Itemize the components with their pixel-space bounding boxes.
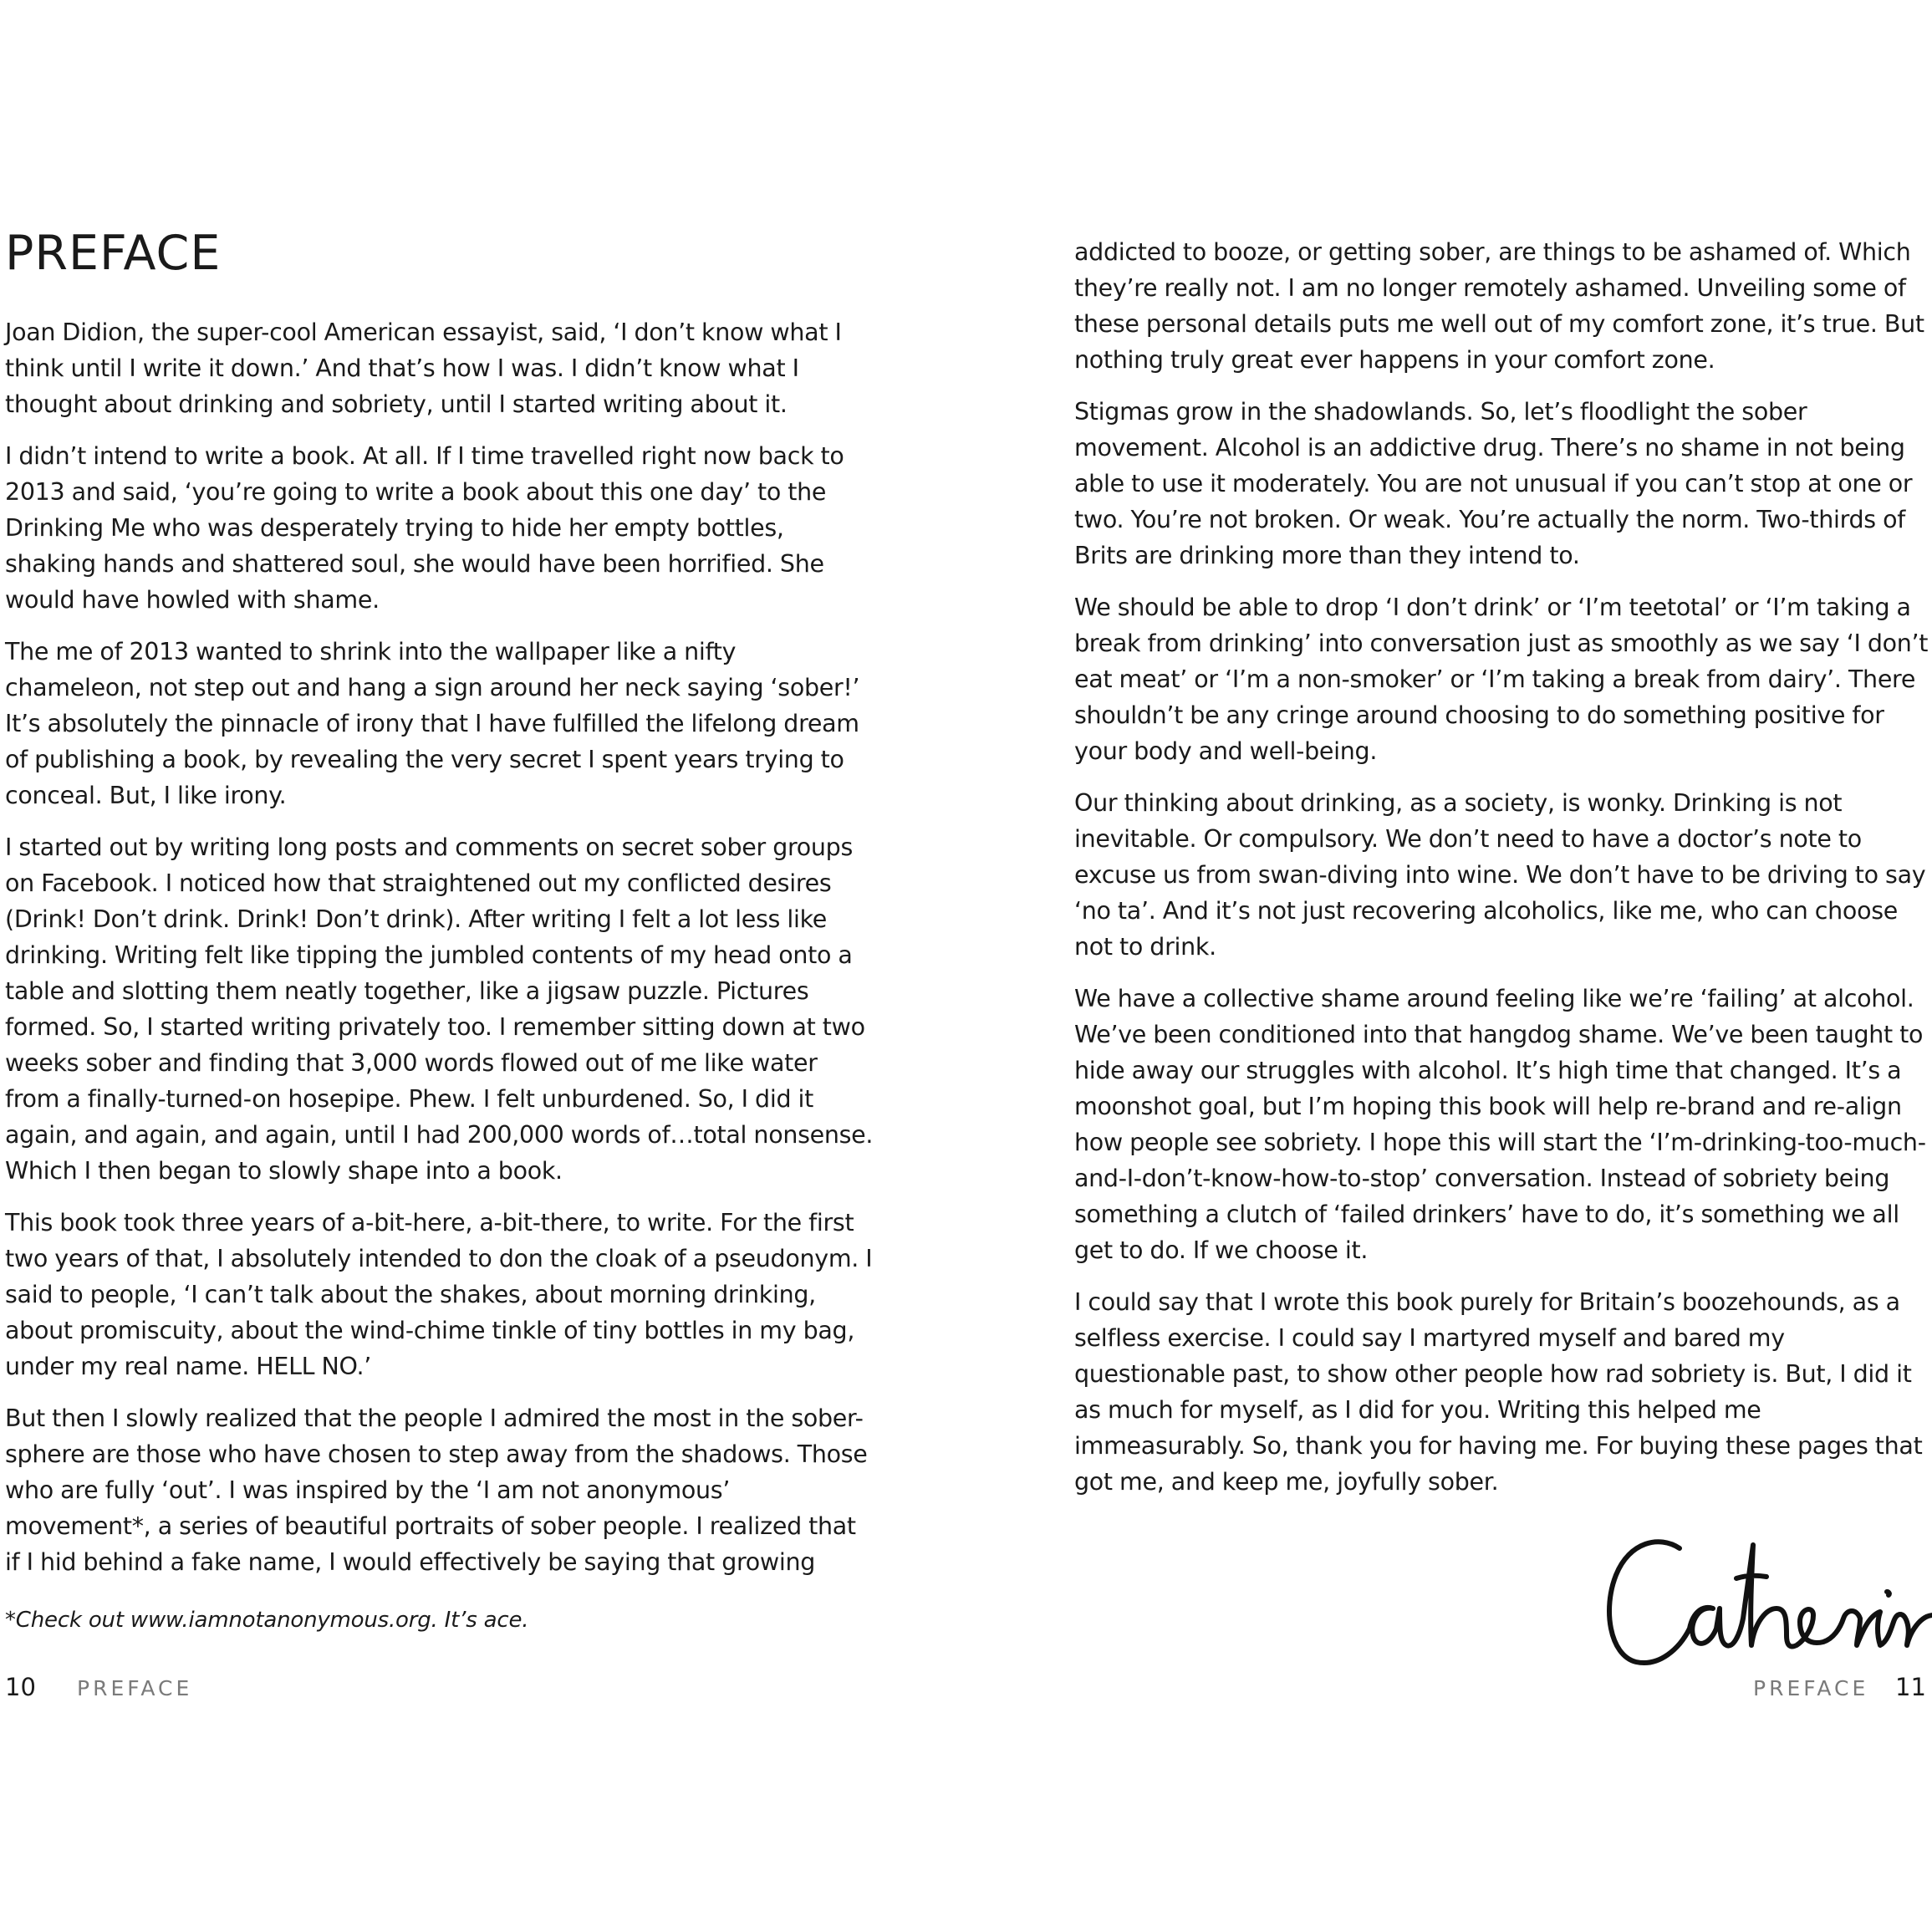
paragraph: This book took three years of a-bit-here, a-bit-there, to write. For the first two years of that, I absolutely intended to don the cloak of a pseudonym. I said to people, ‘I can’t talk about the shakes, about morning drinking, about promiscuity, about the wind-chime tinkle of tiny bottles in my bag, under my real name. HELL NO.’ bbox=[5, 1209, 873, 1380]
paragraph: addicted to booze, or getting sober, are things to be ashamed of. Which they’re really not. I am no longer remotely ashamed. Unveiling some of these personal details puts me well out of my comfort zone, it’s true. But nothing truly great ever happens in your comfort zone. bbox=[1074, 238, 1924, 374]
paragraph: I didn’t intend to write a book. At all. If I time travelled right now back to 2013 and said, ‘you’re going to write a book about this one day’ to the Drinking Me who was desperately trying to hide her empty bottles, shaking hands and shattered soul, she would have been horrified. She would have howled with shame. bbox=[5, 442, 844, 614]
paragraph: Stigmas grow in the shadowlands. So, let’s floodlight the sober movement. Alcohol is an addictive drug. There’s no shame in not being able to use it moderately. You are not unusual if you can’t stop at one or two. You’re not broken. Or weak. You’re actually the norm. Two-thirds of Brits are drinking more than they intend to. bbox=[1074, 398, 1913, 569]
right-text-column bbox=[1074, 234, 1932, 1516]
page-number: 10 bbox=[5, 1673, 36, 1701]
paragraph: We have a collective shame around feeling like we’re ‘failing’ at alcohol. We’ve been conditioned into that hangdog shame. We’ve been taught to hide away our struggles with alcohol. It’s high time that changed. It’s a moonshot goal, but I’m hoping this book will help re-brand and re-align how people see sobriety. I hope this will start the ‘I’m-drinking-too-much-and-I-don’t-know-how-to-stop’ conversation. Instead of sobriety being something a clutch of ‘failed drinkers’ have to do, it’s something we all get to do. If we choose it. bbox=[1074, 985, 1926, 1264]
paragraph: We should be able to drop ‘I don’t drink’ or ‘I’m teetotal’ or ‘I’m taking a break from drinking’ into conversation just as smoothly as we say ‘I don’t eat meat’ or ‘I’m a non-smoker’ or ‘I’m taking a break from dairy’. There shouldn’t be any cringe around choosing to do something positive for your body and well-being. bbox=[1074, 594, 1929, 765]
page-number: 11 bbox=[1895, 1673, 1926, 1701]
paragraph: But then I slowly realized that the people I admired the most in the sober-sphere are those who have chosen to step away from the shadows. Those who are fully ‘out’. I was inspired by the ‘I am not anonymous’ movement*, a series of beautiful portraits of sober people. I realized that if I hid behind a fake name, I would effectively be saying that growing bbox=[5, 1404, 868, 1576]
running-head: PREFACE bbox=[1753, 1676, 1869, 1700]
paragraph: I could say that I wrote this book purely for Britain’s boozehounds, as a selfless exercise. I could say I martyred myself and bared my questionable past, to show other people how rad sobriety is. But, I did it as much for myself, as I did for you. Writing this helped me immeasurably. So, thank you for having me. For buying these pages that got me, and keep me, joyfully sober. bbox=[1074, 1288, 1923, 1496]
running-head: PREFACE bbox=[77, 1676, 193, 1700]
paragraph: Joan Didion, the super-cool American essayist, said, ‘I don’t know what I think until I write it down.’ And that’s how I was. I didn’t know what I thought about drinking and sobriety, until I started writing about it. bbox=[5, 319, 842, 418]
paragraph: Our thinking about drinking, as a society, is wonky. Drinking is not inevitable. Or compulsory. We don’t need to have a doctor’s note to excuse us from swan-diving into wine. We don’t have to be driving to say ‘no ta’. And it’s not just recovering alcoholics, like me, who can choose not to drink. bbox=[1074, 789, 1926, 961]
page-title: PREFACE bbox=[5, 226, 222, 281]
paragraph: The me of 2013 wanted to shrink into the wallpaper like a nifty chameleon, not step out and hang a sign around her neck saying ‘sober!’ It’s absolutely the pinnacle of irony that I have fulfilled the lifelong dream of publishing a book, by revealing the very secret I spent years trying to conceal. But, I like irony. bbox=[5, 638, 860, 809]
left-text-column bbox=[5, 314, 874, 1596]
paragraph: I started out by writing long posts and comments on secret sober groups on Facebook. I noticed how that straightened out my conflicted desires (Drink! Don’t drink. Drink! Don’t drink). After writing I felt a lot less like drinking. Writing felt like tipping the jumbled contents of my head onto a table and slotting them neatly together, like a jigsaw puzzle. Pictures formed. So, I started writing privately too. I remember sitting down at two weeks sober and finding that 3,000 words flowed out of me like water from a finally-turned-on hosepipe. Phew. I felt unburdened. So, I did it again, and again, and again, until I had 200,000 words of…total nonsense. Which I then began to slowly shape into a book. bbox=[5, 833, 874, 1185]
signature-handwritten bbox=[1593, 1511, 1932, 1687]
footnote: *Check out www.iamnotanonymous.org. It’s ace. bbox=[5, 1608, 529, 1633]
